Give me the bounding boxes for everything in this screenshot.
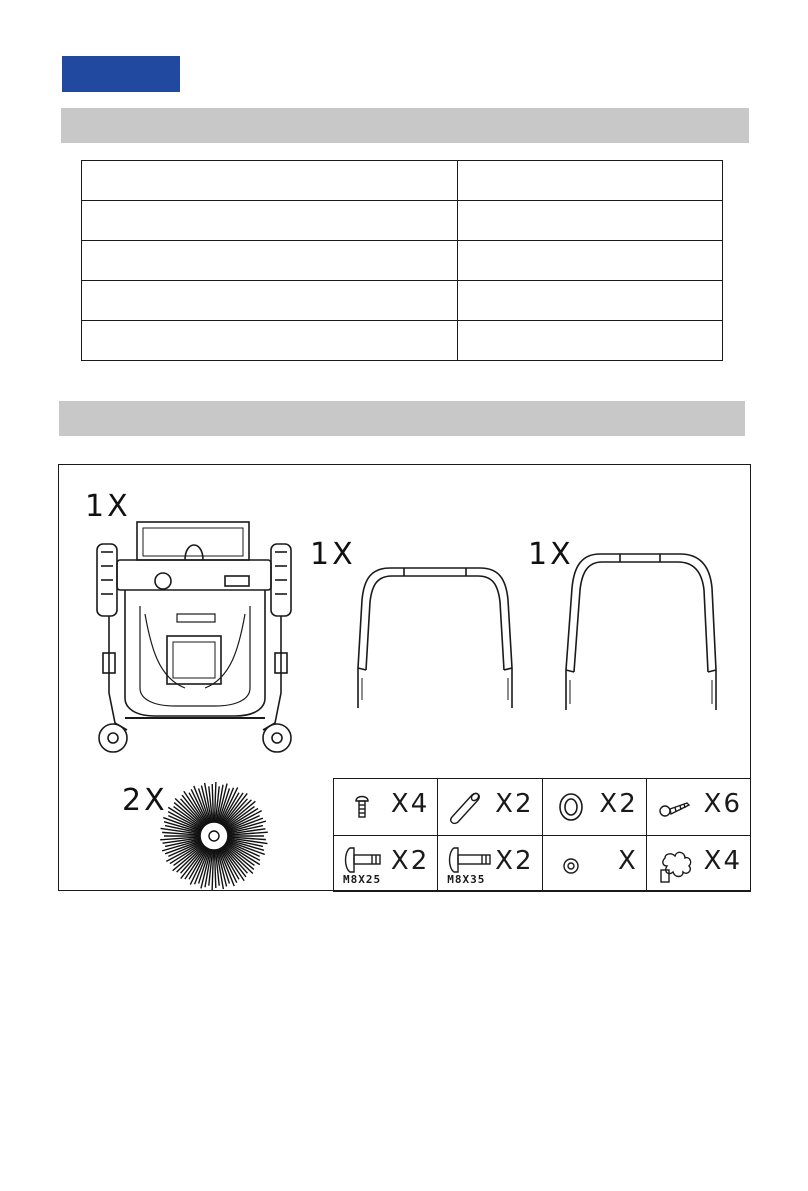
sweeper-body-qty: 1X bbox=[85, 489, 131, 524]
tapping-screw-icon bbox=[655, 787, 695, 827]
header-badge bbox=[62, 56, 180, 92]
hardware-qty: X bbox=[617, 845, 638, 876]
table-cell bbox=[458, 161, 723, 201]
table-cell bbox=[82, 161, 458, 201]
washer-icon bbox=[551, 844, 591, 884]
table-row bbox=[82, 161, 723, 201]
table-cell bbox=[82, 201, 458, 241]
section-bar-specifications bbox=[61, 108, 749, 143]
hardware-cell bbox=[542, 779, 646, 836]
table-cell bbox=[458, 201, 723, 241]
carriage-bolt-icon bbox=[342, 844, 388, 876]
table-cell bbox=[82, 281, 458, 321]
hardware-qty: X2 bbox=[495, 845, 534, 876]
side-brush-icon bbox=[158, 780, 270, 892]
handle-icon bbox=[560, 548, 722, 713]
hardware-qty: X4 bbox=[703, 845, 742, 876]
knob-icon bbox=[655, 844, 699, 888]
table-row bbox=[82, 201, 723, 241]
table-cell bbox=[82, 321, 458, 361]
handle-icon bbox=[350, 560, 520, 712]
grommet-icon bbox=[551, 787, 591, 827]
table-cell bbox=[458, 241, 723, 281]
table-row bbox=[82, 281, 723, 321]
handle-a-qty: 1X bbox=[310, 537, 356, 572]
screw-icon bbox=[342, 787, 382, 827]
table-cell bbox=[458, 281, 723, 321]
table-row bbox=[334, 779, 751, 836]
hardware-cell bbox=[334, 779, 438, 836]
hardware-qty: X6 bbox=[703, 789, 742, 819]
section-bar-parts-list bbox=[59, 401, 745, 436]
hardware-cell bbox=[646, 779, 750, 836]
table-row bbox=[82, 321, 723, 361]
brush-qty: 2X bbox=[122, 783, 168, 818]
bolt-size-label: M8X35 bbox=[447, 873, 486, 886]
hardware-grid bbox=[333, 778, 751, 892]
hardware-cell bbox=[438, 835, 542, 892]
sweeper-body-icon bbox=[85, 518, 305, 763]
hardware-qty: X4 bbox=[390, 789, 430, 819]
hardware-cell bbox=[646, 835, 750, 892]
table-cell bbox=[458, 321, 723, 361]
table-cell bbox=[82, 241, 458, 281]
sleeve-icon bbox=[446, 787, 486, 827]
hardware-qty: X2 bbox=[495, 789, 534, 819]
specification-table bbox=[81, 160, 723, 361]
bolt-size-label: M8X25 bbox=[343, 873, 382, 886]
hardware-qty: X2 bbox=[390, 845, 430, 876]
hardware-qty: X2 bbox=[599, 789, 638, 819]
hardware-cell bbox=[438, 779, 542, 836]
handle-b-qty: 1X bbox=[528, 537, 574, 572]
table-row bbox=[334, 835, 751, 892]
table-row bbox=[82, 241, 723, 281]
hardware-cell bbox=[542, 835, 646, 892]
carriage-bolt-icon bbox=[446, 844, 494, 876]
hardware-cell bbox=[334, 835, 438, 892]
